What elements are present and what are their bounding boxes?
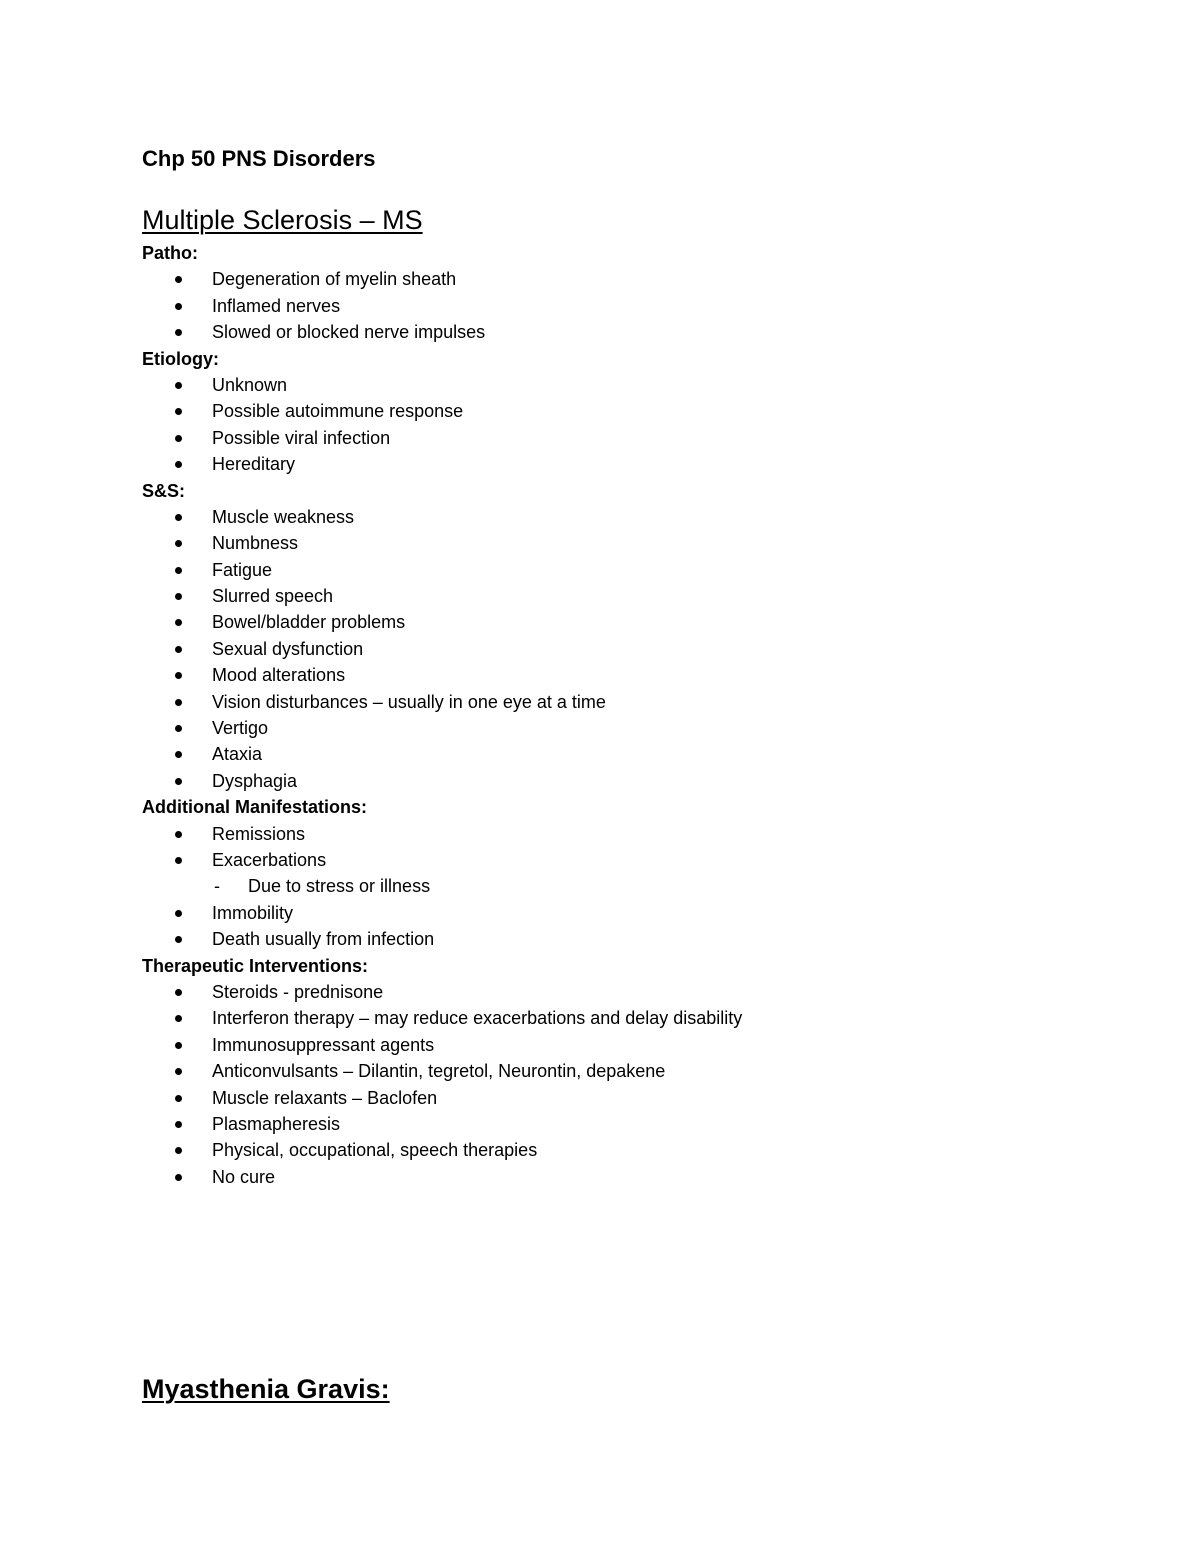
bullet-icon: [175, 303, 182, 310]
list-item: [142, 689, 1042, 715]
bullet-icon: [175, 646, 182, 653]
list-item: [142, 266, 1042, 292]
bullet-icon: [175, 593, 182, 600]
list-item-text: Vision disturbances – usually in one eye at a time: [212, 691, 606, 712]
dash-marker: -: [214, 876, 220, 897]
list-item-text: Mood alterations: [212, 665, 346, 686]
list-item-text: Vertigo: [212, 718, 269, 739]
list-item: [142, 583, 1042, 609]
list-item: [142, 662, 1042, 688]
list-item-text: Slurred speech: [212, 586, 334, 607]
list-item: [142, 293, 1042, 319]
list-item: [142, 926, 1042, 952]
bullet-list: [142, 979, 1042, 1190]
bullet-icon: [175, 619, 182, 626]
sub-list-item-text: Due to stress or illness: [248, 876, 431, 897]
bullet-icon: [175, 514, 182, 521]
bullet-icon: [175, 276, 182, 283]
bullet-icon: [175, 1095, 182, 1102]
bullet-icon: [175, 857, 182, 864]
bullet-icon: [175, 435, 182, 442]
list-item: [142, 504, 1042, 530]
heading-multiple-sclerosis: Multiple Sclerosis – MS: [142, 205, 423, 235]
list-item-text: Degeneration of myelin sheath: [212, 269, 457, 290]
section-label-etiology: Etiology:: [142, 348, 219, 369]
list-item: [142, 1164, 1042, 1190]
list-item: [142, 609, 1042, 635]
list-item-text: Anticonvulsants – Dilantin, tegretol, Neurontin, depakene: [212, 1061, 666, 1082]
bullet-icon: [175, 1068, 182, 1075]
list-item: [142, 557, 1042, 583]
list-item-text: Slowed or blocked nerve impulses: [212, 322, 486, 343]
list-item-text: Hereditary: [212, 454, 296, 475]
bullet-icon: [175, 1042, 182, 1049]
list-item-text: Plasmapheresis: [212, 1113, 341, 1134]
list-item-text: Steroids - prednisone: [212, 981, 384, 1002]
bullet-icon: [175, 567, 182, 574]
list-item: [142, 1111, 1042, 1137]
list-item-text: Bowel/bladder problems: [212, 612, 406, 633]
list-item-text: Numbness: [212, 533, 299, 554]
heading-myasthenia-gravis: Myasthenia Gravis:: [142, 1374, 390, 1404]
list-item: [142, 979, 1042, 1005]
list-item-text: Inflamed nerves: [212, 295, 341, 316]
list-item: [142, 1005, 1042, 1031]
list-item: [142, 1137, 1042, 1163]
list-item-text: Death usually from infection: [212, 929, 435, 950]
list-item-text: Possible autoimmune response: [212, 401, 464, 422]
bullet-icon: [175, 1015, 182, 1022]
list-item-text: Interferon therapy – may reduce exacerbations and delay disability: [212, 1008, 743, 1029]
list-item-text: Sexual dysfunction: [212, 638, 364, 659]
list-item-text: Immunosuppressant agents: [212, 1034, 435, 1055]
bullet-icon: [175, 699, 182, 706]
list-item: [142, 398, 1042, 424]
list-item: [142, 451, 1042, 477]
bullet-list: [142, 372, 1042, 478]
multiple-sclerosis-notes: [142, 240, 1042, 1190]
list-item-text: Muscle weakness: [212, 506, 355, 527]
sub-list-item: [142, 873, 1042, 899]
list-item-text: Ataxia: [212, 744, 263, 765]
list-item-text: Remissions: [212, 823, 306, 844]
list-item-text: Muscle relaxants – Baclofen: [212, 1087, 438, 1108]
bullet-icon: [175, 751, 182, 758]
bullet-list: [142, 266, 1042, 345]
list-item: [142, 900, 1042, 926]
list-item-text: No cure: [212, 1166, 276, 1187]
bullet-icon: [175, 910, 182, 917]
list-item-text: Physical, occupational, speech therapies: [212, 1140, 538, 1161]
list-item-text: Fatigue: [212, 559, 273, 580]
list-item: [142, 636, 1042, 662]
bullet-icon: [175, 672, 182, 679]
list-item: [142, 741, 1042, 767]
list-item: [142, 1032, 1042, 1058]
list-item-text: Immobility: [212, 902, 294, 923]
bullet-icon: [175, 778, 182, 785]
section-label-therapeutic-interventions: Therapeutic Interventions:: [142, 955, 369, 976]
list-item: [142, 715, 1042, 741]
bullet-icon: [175, 540, 182, 547]
section-label-s-s: S&S:: [142, 480, 186, 501]
bullet-icon: [175, 989, 182, 996]
bullet-list: [142, 821, 1042, 953]
list-item: [142, 847, 1042, 873]
list-item: [142, 821, 1042, 847]
section-label-patho: Patho:: [142, 243, 198, 263]
bullet-icon: [175, 831, 182, 838]
list-item: [142, 1085, 1042, 1111]
bullet-icon: [175, 408, 182, 415]
list-item-text: Unknown: [212, 374, 288, 395]
list-item: [142, 768, 1042, 794]
list-item-text: Possible viral infection: [212, 427, 391, 448]
list-item-text: Exacerbations: [212, 849, 327, 870]
bullet-icon: [175, 461, 182, 468]
list-item-text: Dysphagia: [212, 770, 298, 791]
list-item: [142, 425, 1042, 451]
bullet-icon: [175, 725, 182, 732]
section-label-additional-manifestations: Additional Manifestations:: [142, 797, 367, 818]
list-item: [142, 319, 1042, 345]
document-title: Chp 50 PNS Disorders: [142, 146, 376, 171]
list-item: [142, 372, 1042, 398]
bullet-icon: [175, 1147, 182, 1154]
bullet-icon: [175, 936, 182, 943]
list-item: [142, 1058, 1042, 1084]
bullet-icon: [175, 1121, 182, 1128]
bullet-icon: [175, 329, 182, 336]
list-item: [142, 530, 1042, 556]
bullet-icon: [175, 1174, 182, 1181]
bullet-icon: [175, 382, 182, 389]
bullet-list: [142, 504, 1042, 794]
